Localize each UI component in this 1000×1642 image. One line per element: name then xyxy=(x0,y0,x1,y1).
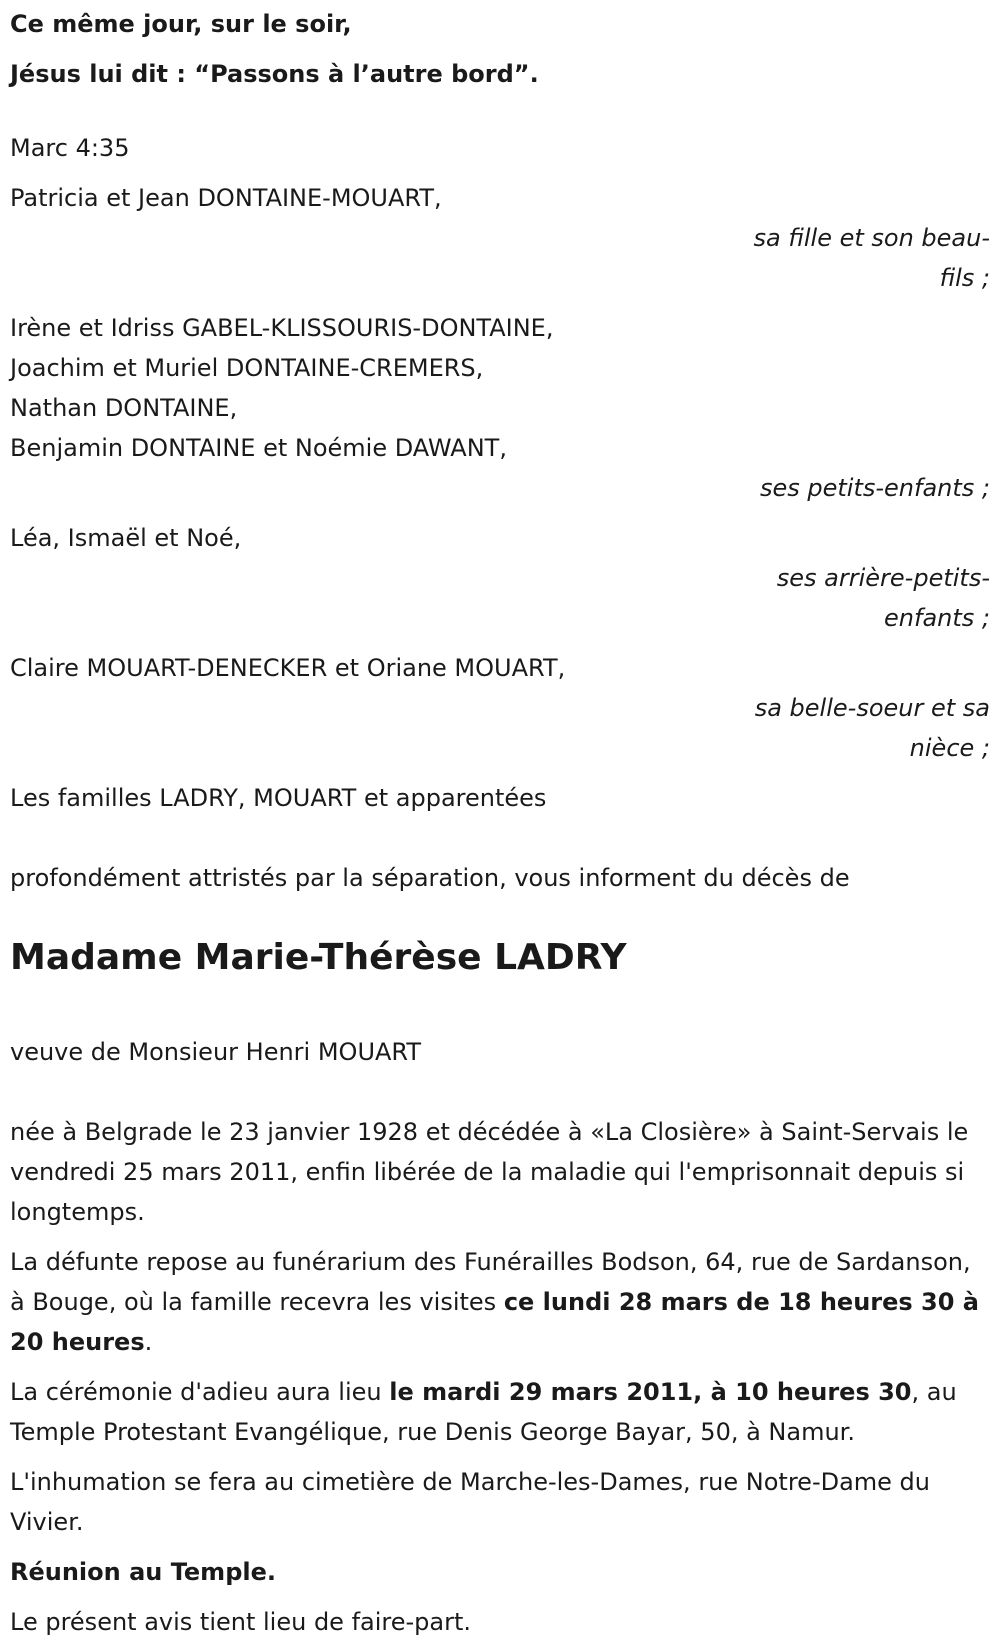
grandchild-line: Nathan DONTAINE, xyxy=(10,394,238,422)
great-grandchildren-relation: ses arrière-petits-enfants ; xyxy=(776,564,990,632)
announcement-text: profondément attristés par la séparation, vous informent du décès de xyxy=(10,864,850,892)
families-line: Les familles LADRY, MOUART et apparentées xyxy=(10,784,547,812)
grandchildren-relation: ses petits-enfants ; xyxy=(759,474,990,502)
gathering-text: Réunion au Temple. xyxy=(10,1558,276,1586)
visitation-time: ce lundi 28 mars de 18 heures 30 à 20 heures xyxy=(10,1288,979,1356)
sister-in-law-names: Claire MOUART-DENECKER et Oriane MOUART, xyxy=(10,654,566,682)
sister-in-law-relation: sa belle-soeur et sa nièce ; xyxy=(754,694,990,762)
burial-text: L'inhumation se fera au cimetière de Marche-les-Dames, rue Notre-Dame du Vivier. xyxy=(10,1468,931,1536)
visitation-text-end: . xyxy=(144,1328,153,1356)
deceased-name: Madame Marie-Thérèse LADRY xyxy=(10,937,627,978)
visitation-text xyxy=(10,1242,990,1362)
grandchild-line: Benjamin DONTAINE et Noémie DAWANT, xyxy=(10,434,507,462)
visitation-text-start: La défunte repose au funérarium des Funérailles Bodson, 64, rue de Sardanson, à Bouge, où la famille recevra les visites xyxy=(10,1248,971,1316)
bible-reference: Marc 4:35 xyxy=(10,134,130,162)
great-grandchildren-names: Léa, Ismaël et Noé, xyxy=(10,524,242,552)
daughter-names: Patricia et Jean DONTAINE-MOUART, xyxy=(10,184,442,212)
closing-text: Le présent avis tient lieu de faire-part. xyxy=(10,1608,472,1636)
ceremony-text xyxy=(10,1372,990,1452)
ceremony-time: le mardi 29 mars 2011, à 10 heures 30 xyxy=(389,1378,912,1406)
epigraph-line-2: Jésus lui dit : “Passons à l’autre bord”. xyxy=(10,60,539,88)
grandchild-line: Joachim et Muriel DONTAINE-CREMERS, xyxy=(10,354,484,382)
birth-death-text: née à Belgrade le 23 janvier 1928 et décédée à «La Closière» à Saint-Servais le vendredi 25 mars 2011, enfin libérée de la maladie qui l'emprisonnait depuis si longtemps. xyxy=(10,1118,969,1226)
grandchildren-list xyxy=(10,308,990,468)
widow-of-text: veuve de Monsieur Henri MOUART xyxy=(10,1038,422,1066)
epigraph-line-1: Ce même jour, sur le soir, xyxy=(10,10,352,38)
ceremony-text-start: La cérémonie d'adieu aura lieu xyxy=(10,1378,390,1406)
grandchild-line: Irène et Idriss GABEL-KLISSOURIS-DONTAINE, xyxy=(10,314,554,342)
ceremony-text-end: , au Temple Protestant Evangélique, rue Denis George Bayar, 50, à Namur. xyxy=(10,1378,957,1446)
daughter-relation: sa fille et son beau-fils ; xyxy=(753,224,990,292)
